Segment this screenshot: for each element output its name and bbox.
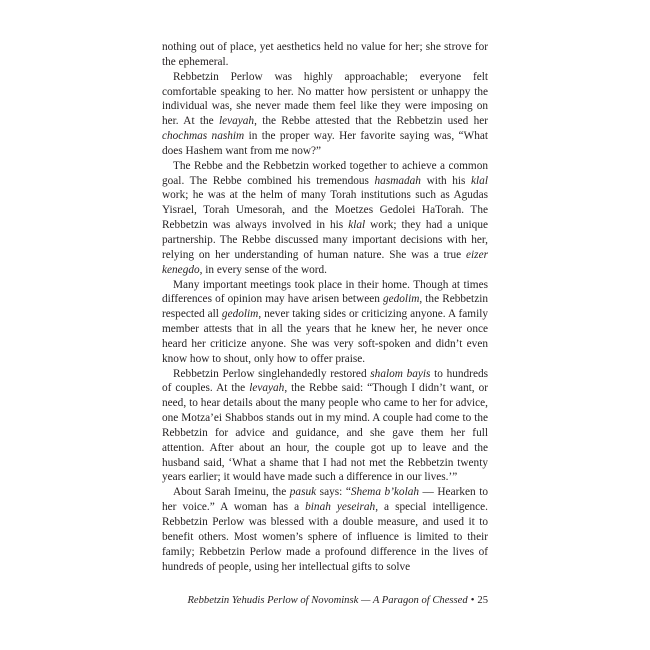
page-number: 25 <box>477 595 488 606</box>
text-run: , the Rebbe attested that the Rebbetzin used her <box>254 115 488 128</box>
text-run: — Hearken to her voice.” A woman has a <box>162 486 488 514</box>
body-paragraph <box>162 159 488 278</box>
italic-term: binah yeseirah <box>305 501 376 514</box>
text-run: work; he was at the helm of many Torah institutions such as Agudas Yisrael, Torah Umesorah, and the Moetzes Gedolei HaTorah. The Rebbetzin was always involved in his <box>162 189 488 232</box>
text-run: nothing out of place, yet aesthetics held no value for her; she strove for the ephemeral. <box>162 41 488 68</box>
text-run: with his <box>420 174 472 187</box>
body-paragraph <box>162 278 488 367</box>
running-footer <box>162 594 488 608</box>
body-text <box>162 40 488 574</box>
italic-term: eizer kenegdo <box>162 248 488 276</box>
italic-term: shalom bayis <box>370 367 431 380</box>
text-run: Rebbetzin Perlow was highly approachable; everyone felt comfortable speaking to her. No matter how persistent or unhappy the individual was, she never made them feel like they were imposing on her. At the <box>162 70 488 128</box>
italic-term: gedolim <box>382 293 420 306</box>
text-run: The Rebbe and the Rebbetzin worked together to achieve a common goal. The Rebbe combined his tremendous <box>162 159 488 187</box>
text-run: work; they had a unique partnership. The Rebbe discussed many important decisions with her, relying on her understanding of human nature. She was a true <box>162 219 488 261</box>
italic-term: gedolim <box>221 308 259 321</box>
text-run: Rebbetzin Perlow singlehandedly restored <box>173 367 371 380</box>
body-paragraph <box>162 485 488 574</box>
text-run: says: “ <box>316 486 351 499</box>
italic-term: chochmas nashim <box>162 130 245 143</box>
running-title: Rebbetzin Yehudis Perlow of Novominsk — A Paragon of Chessed <box>187 595 468 606</box>
italic-term: levayah <box>218 115 255 128</box>
italic-term: klal <box>348 219 366 232</box>
italic-term: hasmadah <box>374 174 421 187</box>
body-paragraph <box>162 70 488 159</box>
italic-term: levayah <box>249 382 285 395</box>
text-run: , the Rebbe said: “Though I didn’t want, or need, to hear details about the many people who came to her for advice, one Motza’ei Shabbos stands out in my mind. A couple had come to the Rebbetzin for advice and guidance, and she gave them her full attention. After about an hour, the couple got up to leave and the husband said, ‘What a shame that I had not met the Rebbetzin twenty years earlier; it would have made such a difference in our lives.’” <box>162 382 489 484</box>
italic-term: Shema b’kolah <box>350 486 420 499</box>
text-run: to hundreds of couples. At the <box>162 367 488 395</box>
italic-term: klal <box>471 174 488 187</box>
text-run: , the Rebbetzin respected all <box>162 293 488 321</box>
body-paragraph <box>162 40 488 70</box>
text-run: in the proper way. Her favorite saying was, “What does Hashem want from me now?” <box>162 130 489 157</box>
text-run: , a special intelligence. Rebbetzin Perlow was blessed with a double measure, and used it to benefit others. Most women’s sphere of influence is limited to their family; Rebbetzin Perlow made a profound difference in the lives of hundreds of people, using her intellectual gifts to solve <box>162 501 488 573</box>
italic-term: pasuk <box>289 486 317 499</box>
text-run: Many important meetings took place in their home. Though at times differences of opinion may have arisen between <box>162 278 488 306</box>
text-run: , in every sense of the word. <box>199 263 328 276</box>
text-run: About Sarah Imeinu, the <box>173 486 290 499</box>
footer-separator: • <box>470 595 475 606</box>
body-paragraph <box>162 367 488 486</box>
text-run: , never taking sides or criticizing anyone. A family member attests that in all the years that he knew her, he never once heard her criticize anyone. She was very soft-spoken and didn’t even know how to shout, only how to offer praise. <box>162 308 489 365</box>
